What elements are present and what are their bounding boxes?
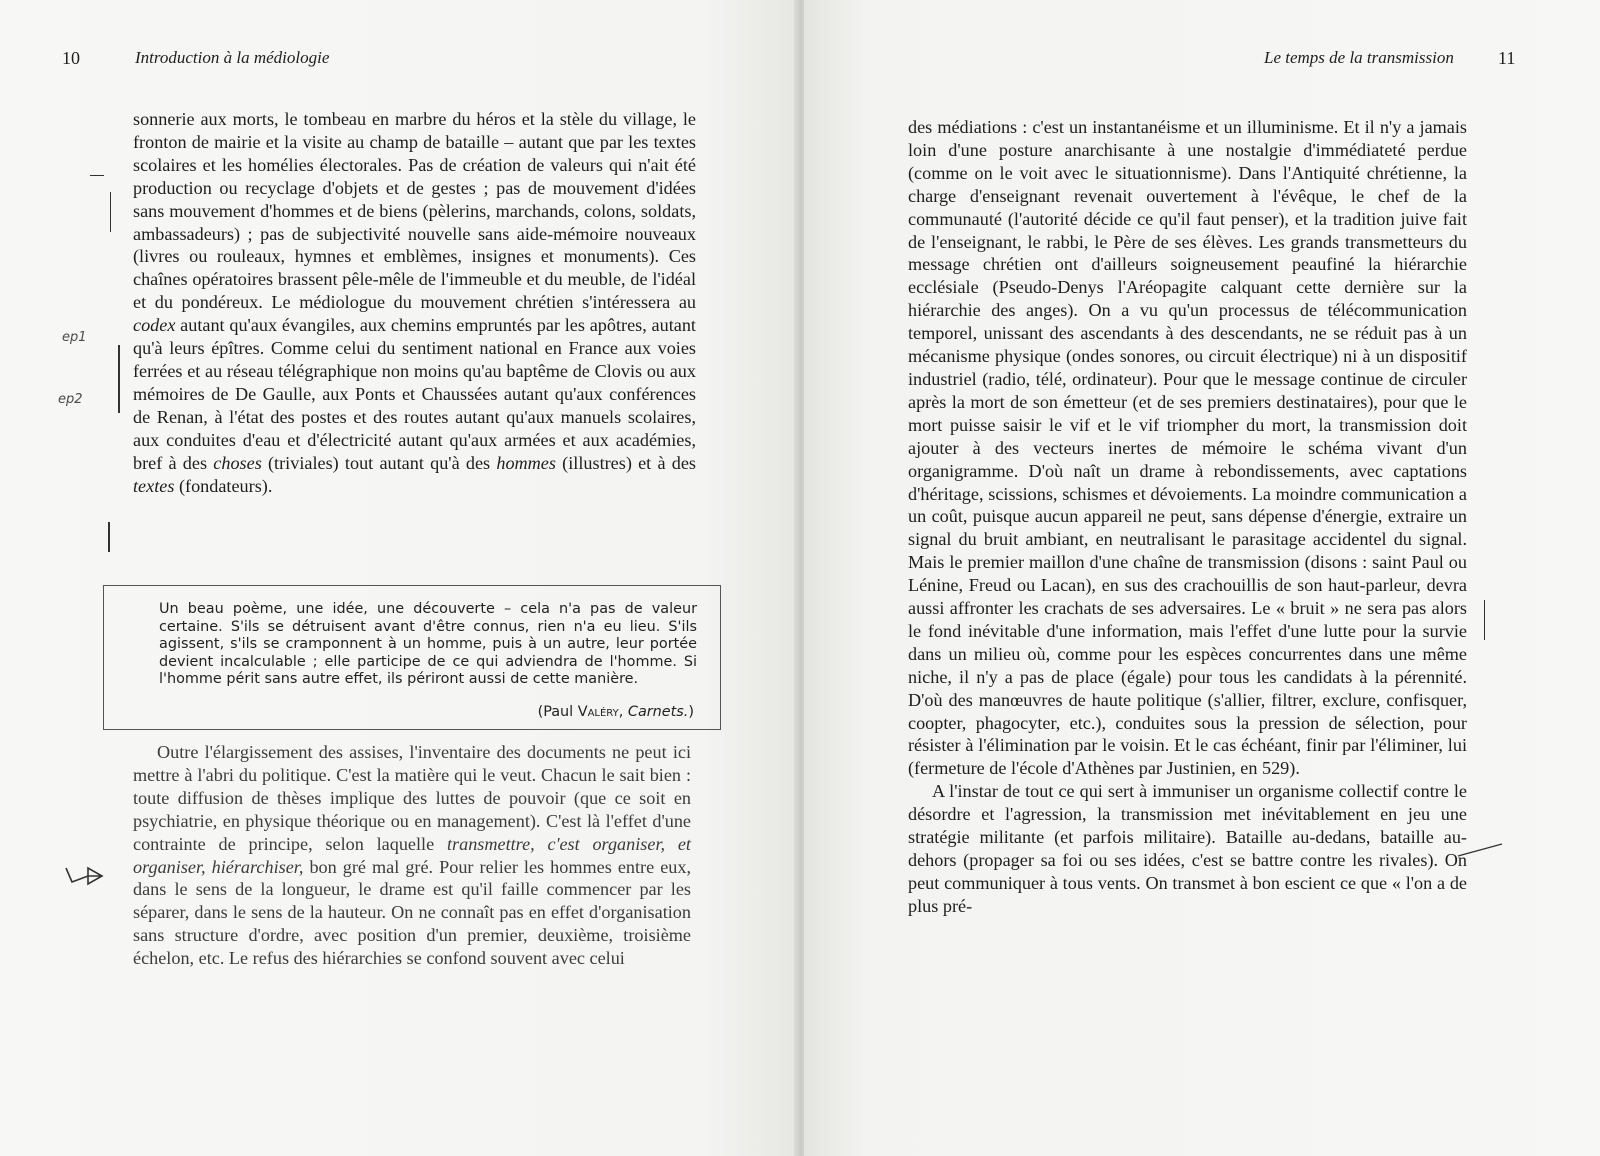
margin-note-1: ep1 <box>62 330 87 345</box>
text-run: (triviales) tout autant qu'à des <box>261 452 497 473</box>
quote-sep: , <box>618 704 628 720</box>
arrow-icon <box>64 862 106 890</box>
right-paragraph-2: A l'instar de tout ce qui sert à immuniser un organisme collectif contre le désordre et l'agression, la transmission met inévitablement en jeu une stratégie militante (et parfois militaire). Bataille au-dedans, bataille au-dehors (propager sa foi ou ses idées, c'est se battre contre les rivales). On peut communiquer à tous vents. On transmet à bon escient ce que « l'on a de plus pré- <box>908 781 1467 916</box>
page-number-left: 10 <box>62 48 80 68</box>
right-text-block <box>908 116 1467 918</box>
quote-work: Carnets. <box>627 704 689 720</box>
left-text-block-2 <box>133 741 691 970</box>
left-text-block <box>133 108 696 497</box>
quote-open: ( <box>537 704 544 720</box>
text-run: Outre l'élargissement des assises, l'inventaire des documents ne peut ici mettre à l'abri du politique. C'est la matière qui le veut. Chacun le sait bien : toute diffusion de thèses implique des luttes de pouvoir (que ce soit en psychiatrie, en physique théorique ou en management). C'est là l'effet d'une contrainte de principe, selon laquelle <box>133 742 691 854</box>
right-page <box>804 0 1600 1156</box>
text-run: sonnerie aux morts, le tombeau en marbre du héros et la stèle du village, le fronton de mairie et la visite au champ de bataille – autant que par les textes scolaires et les homélies électorales. Pas de création de valeurs qui n'ait été production ou recyclage d'objets et de gestes ; pas de mouvement d'idées sans mouvement d'hommes et de biens (pèlerins, marchands, colons, soldats, ambassadeurs) ; pas de subjectivité nouvelle sans aide-mémoire nouveaux (livres ou rouleaux, hymnes et emblèmes, insignes et monuments). Ces chaînes opératoires brassent pêle-mêle de l'immeuble et du meuble, de l'idéal et du pondéreux. Le médiologue du mouvement chrétien s'intéressera au <box>133 109 696 313</box>
margin-note-2: ep2 <box>58 392 83 407</box>
margin-bracket-3 <box>108 522 110 552</box>
left-paragraph-2 <box>133 741 691 970</box>
italic-run: hommes <box>496 452 556 473</box>
text-run: bon gré mal gré. Pour relier les hommes entre eux, dans le sens de la longueur, le drame est qu'il faille commencer par les séparer, dans le sens de la hauteur. On ne connaît pas en effet d'organisation sans structure d'ordre, avec position d'un premier, deuxième, troisième échelon, etc. Le refus des hiérarchies se confond souvent avec celui <box>133 856 692 969</box>
left-page <box>0 0 798 1156</box>
quote-box <box>103 585 721 730</box>
quote-source <box>538 704 694 720</box>
italic-run: codex <box>133 315 176 336</box>
left-paragraph-1 <box>133 108 696 497</box>
italic-run: choses <box>213 452 262 473</box>
quote-author-last: Valéry <box>577 704 619 720</box>
page-number-right: 11 <box>1498 48 1516 68</box>
quote-close: ) <box>688 704 694 720</box>
margin-bracket-2 <box>110 192 111 232</box>
margin-dash <box>90 175 104 176</box>
italic-run: textes <box>133 475 175 496</box>
text-run: (fondateurs). <box>174 475 273 496</box>
running-head-left: Introduction à la médiologie <box>135 48 330 67</box>
margin-line-right-1 <box>1484 600 1485 640</box>
italic-run: transmettre, c'est organiser, et organiser, hiérarchiser, <box>133 833 691 877</box>
quote-author-first: Paul <box>543 704 574 720</box>
text-run: (illustres) et à des <box>555 452 696 473</box>
margin-stroke-right <box>1456 840 1506 860</box>
text-run: autant qu'aux évangiles, aux chemins empruntés par les apôtres, autant qu'à leurs épîtres. Comme celui du sentiment national en France aux voies ferrées et au réseau télégraphique non moins qu'au baptême de Clovis ou aux mémoires de De Gaulle, aux Ponts et Chaussées autant qu'aux conférences de Renan, à l'état des postes et des routes autant qu'aux manuels scolaires, aux conduites d'eau et d'électricité autant qu'aux armées et aux académies, bref à des <box>133 315 696 473</box>
running-head-right: Le temps de la transmission <box>1264 48 1454 67</box>
margin-bracket-1 <box>118 345 120 413</box>
quote-text: Un beau poème, une idée, une découverte – cela n'a pas de valeur certaine. S'ils se détruisent avant d'être connus, rien n'a eu lieu. S'ils agissent, s'ils se cramponnent à un homme, puis à un autre, leur portée devient incalculable ; elle participe de ce qui adviendra de l'homme. Si l'homme périt sans autre effet, ils périront aussi de cette manière. <box>159 601 697 688</box>
right-paragraph-1: des médiations : c'est un instantanéisme et un illuminisme. Et il n'y a jamais loin d'une posture anarchisante à une nostalgie d'immédiateté perdue (comme on le voit avec le situationnisme). Dans l'Antiquité chrétienne, la charge d'enseignant revenait ouvertement à l'évêque, le chef de la communauté (l'autorité décide ce qu'il faut penser), et la tradition juive fait de l'enseignant, le rabbi, le Père de ses élèves. Les grands transmetteurs du message chrétien ont d'ailleurs soigneusement peaufiné la hiérarchie ecclésiale (Pseudo-Denys l'Aréopagite calquant cette dernière sur la hiérarchie des anges). On a vu qu'un processus de télécommunication temporel, unissant des ascendants à des descendants, ne se réduit pas à un mécanisme physique (ondes sonores, ou circuit électrique) ni à un dispositif industriel (radio, télé, ordinateur). Pour que le message continue de circuler après la mort de son émetteur (et de ses premiers destinataires), pour que le mort puisse saisir le vif et le vif triompher du mort, la transmission doit ajouter à des vecteurs inertes de mémoire le schéma vivant d'un organigramme. D'où naît un drame à rebondissements, avec captations d'héritage, scissions, schismes et dévoiements. La moindre communication a un coût, puisque aucun appareil ne peut, sans dépense d'énergie, extraire un signal du bruit ambiant, en neutralisant le parasitage accidentel du signal. Mais le premier maillon d'une chaîne de transmission (disons : saint Paul ou Lénine, Freud ou Lacan), en sus des crachouillis de son haut-parleur, devra aussi affronter les crachats de ses adversaires. Le « bruit » ne sera pas alors le fond inévitable d'une information, mais l'effet d'une lutte pour la survie dans un milieu où, comme pour les espèces concurrentes dans une même niche, il n'y a pas de place (égale) pour tous les candidats à la pérennité. D'où des manœuvres de haute politique (s'allier, filtrer, exclure, confisquer, coopter, phagocyter, etc.), conduites sous la pression de sélection, pour résister à l'élimination par le voisin. Et le cas échéant, finir par l'éliminer, lui (fermeture de l'école d'Athènes par Justinien, en 529). <box>908 117 1467 779</box>
